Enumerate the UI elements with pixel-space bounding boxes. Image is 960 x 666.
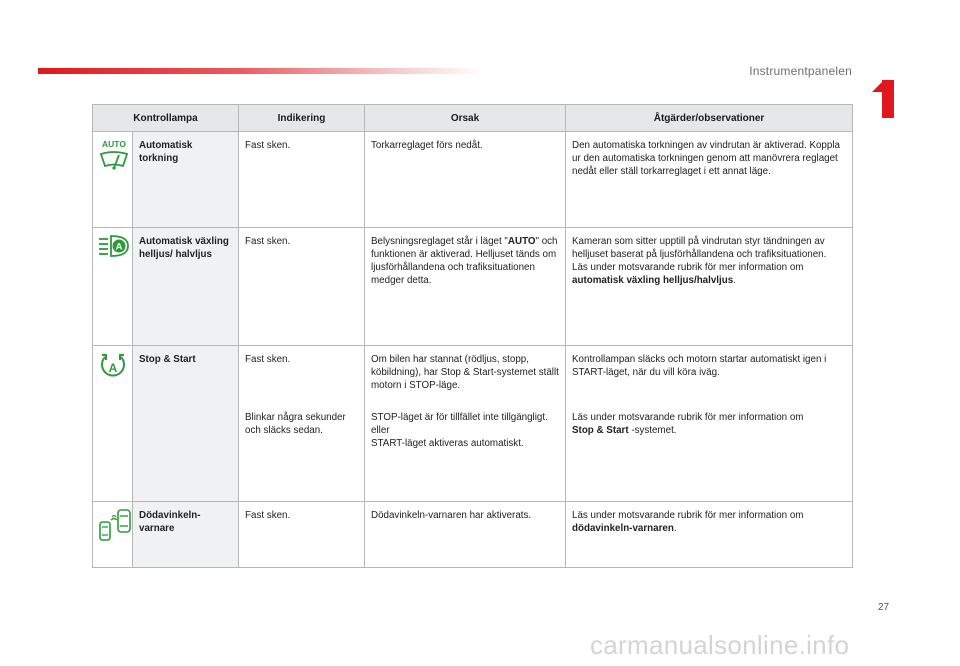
svg-text:A: A (108, 361, 117, 375)
svg-text:AUTO: AUTO (102, 139, 126, 149)
action-cell: Den automatiska torkningen av vindrutan är aktiverad. Koppla ur den automatiska torkningen genom att manövrera reglaget nedåt eller ställ torkarreglaget i ett annat läge. (566, 132, 853, 228)
cause-cell: Belysningsreglaget står i läget "AUTO" och funktionen är aktiverad. Helljuset tänds om ljusförhållandena och trafiksituationen medger detta. (365, 228, 566, 346)
cause-cell: Torkarreglaget förs nedåt. (365, 132, 566, 228)
lamp-name: Dödavinkeln-varnare (133, 502, 239, 568)
table-header-row (93, 105, 853, 132)
indication-cell: Fast sken. (239, 132, 365, 228)
cause-cell: Dödavinkeln-varnaren har aktiverats. (365, 502, 566, 568)
watermark: carmanualsonline.info (590, 630, 850, 660)
indication-cell: Blinkar några sekunder och släcks sedan. (239, 404, 365, 502)
column-header-orsak: Orsak (365, 105, 566, 132)
lamp-name: Automatisk torkning (133, 132, 239, 228)
svg-text:A: A (115, 241, 123, 253)
icon-cell (93, 132, 133, 228)
stop-start-icon (97, 352, 128, 380)
icon-cell (93, 346, 133, 502)
indication-cell: Fast sken. (239, 228, 365, 346)
table-row (93, 228, 853, 346)
cause-cell: STOP-läget är för tillfället inte tillgängligt. eller START-läget aktiveras automatiskt. (365, 404, 566, 502)
action-cell: Läs under motsvarande rubrik för mer information om dödavinkeln-varnaren. (566, 502, 853, 568)
column-header-atgarder: Åtgärder/observationer (566, 105, 853, 132)
warning-lights-table (92, 104, 853, 568)
table-row (93, 132, 853, 228)
auto-high-beam-icon (97, 234, 128, 258)
blind-spot-icon (97, 508, 128, 542)
indication-cell: Fast sken. (239, 346, 365, 404)
icon-cell (93, 502, 133, 568)
icon-cell (93, 228, 133, 346)
header-accent-bar (38, 68, 483, 74)
table-row (93, 502, 853, 568)
auto-wiper-icon (97, 138, 128, 174)
cause-cell: Om bilen har stannat (rödljus, stopp, köbildning), har Stop & Start-systemet ställt motorn i STOP-läge. (365, 346, 566, 404)
lamp-name: Automatisk växling helljus/ halvljus (133, 228, 239, 346)
action-cell: Läs under motsvarande rubrik för mer information om Stop & Start -systemet. (566, 404, 853, 502)
lamp-name: Stop & Start (133, 346, 239, 502)
column-header-kontrollampa: Kontrollampa (93, 105, 239, 132)
section-title: Instrumentpanelen (749, 64, 852, 78)
column-header-indikering: Indikering (239, 105, 365, 132)
page-number: 27 (878, 602, 890, 613)
chapter-number-badge (870, 80, 894, 118)
action-cell: Kameran som sitter upptill på vindrutan styr tändningen av helljuset baserat på ljusförhållandena och trafiksituationen. Läs under motsvarande rubrik för mer information om automatisk växling helljus/halvljus. (566, 228, 853, 346)
indication-cell: Fast sken. (239, 502, 365, 568)
action-cell: Kontrollampan släcks och motorn startar automatiskt igen i START-läget, när du vill köra iväg. (566, 346, 853, 404)
table-row (93, 346, 853, 404)
